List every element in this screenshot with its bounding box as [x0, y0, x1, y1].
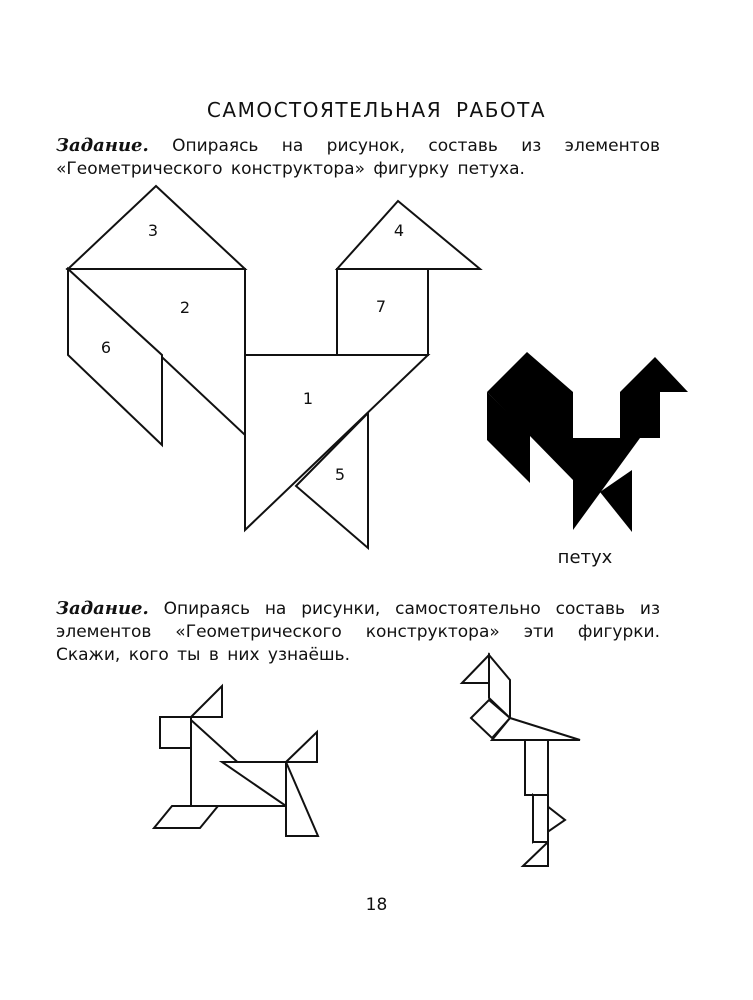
task-2 — [56, 597, 660, 667]
piece-number-2: 2 — [179, 298, 191, 317]
piece-number-3: 3 — [147, 221, 159, 240]
piece-number-4: 4 — [393, 221, 405, 240]
piece-number-6: 6 — [100, 338, 112, 357]
page-number: 18 — [365, 895, 388, 915]
task-2-label: Задание. — [56, 598, 149, 619]
piece-number-1: 1 — [302, 389, 314, 408]
rooster-caption: петух — [557, 547, 613, 568]
page-title: САМОСТОЯТЕЛЬНАЯ РАБОТА — [206, 98, 547, 122]
rooster-outline-figure — [68, 186, 480, 548]
task-2-text: Опираясь на рисунки, самостоятельно составь из элементов «Геометрического конструктора» эти фигурки. Скажи, кого ты в них узнаёшь. — [56, 599, 660, 665]
rooster-silhouette — [487, 352, 688, 532]
bird-figure — [462, 655, 580, 866]
piece-number-5: 5 — [334, 465, 346, 484]
task-1-label: Задание. — [56, 135, 149, 156]
piece-4-triangle — [337, 201, 480, 269]
piece-number-7: 7 — [375, 297, 387, 316]
dog-figure — [154, 686, 318, 836]
task-1-text: Опираясь на рисунок, составь из элементов «Геометрического конструктора» фигурку петуха. — [56, 136, 661, 179]
